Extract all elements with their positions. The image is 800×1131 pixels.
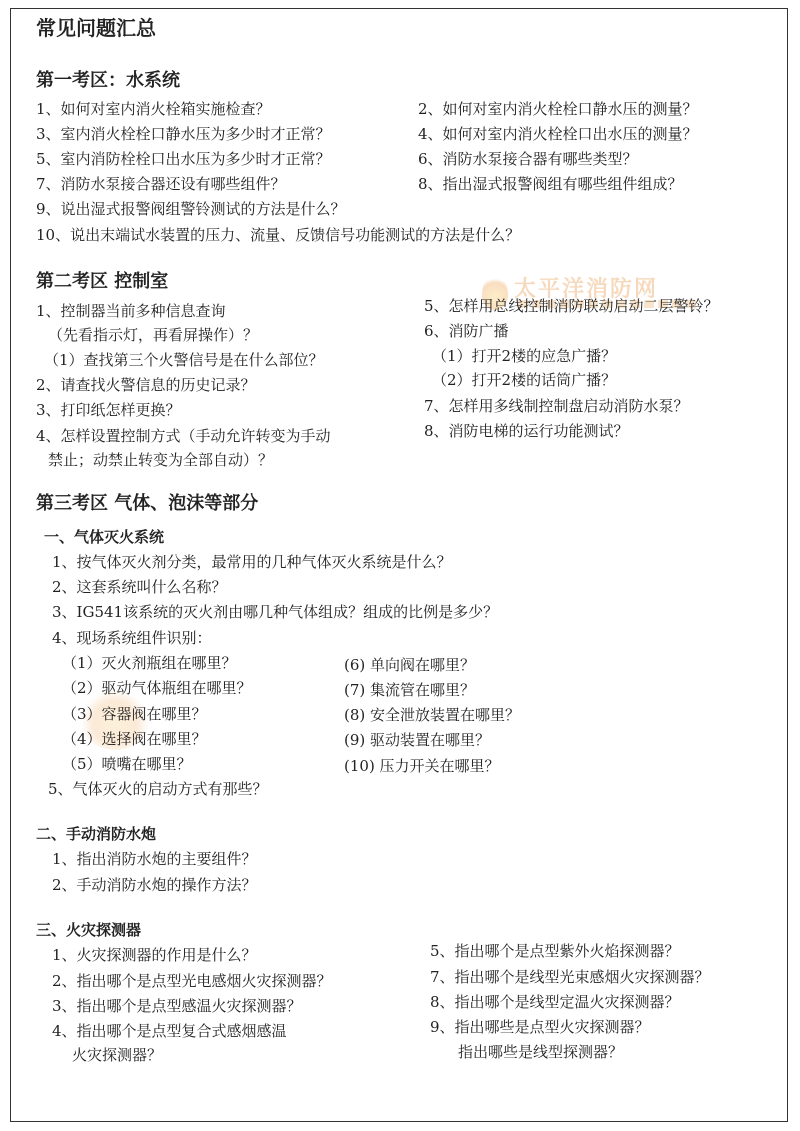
s2-question: 禁止；动禁止转变为全部自动）？ [48,451,274,469]
gas-question: 1、按气体灭火剂分类，最常用的几种气体灭火系统是什么？ [52,553,452,571]
page-title: 常见问题汇总 [36,16,156,40]
s1-question: 1、如何对室内消火栓箱实施检查？ [36,100,271,118]
detector-question: 1、火灾探测器的作用是什么？ [52,946,257,964]
gas-part: （2）驱动气体瓶组在哪里？ [62,679,252,697]
detector-question: 8、指出哪个是线型定温火灾探测器？ [430,993,680,1011]
gas-part: （1）灭火剂瓶组在哪里？ [62,654,237,672]
gas-question: 2、这套系统叫什么名称？ [52,578,227,596]
gas-part: （5）喷嘴在哪里？ [62,755,192,773]
gas-question: 5、气体灭火的启动方式有那些？ [48,780,268,798]
cannon-heading: 二、手动消防水炮 [36,825,157,843]
s1-question: 4、如何对室内消火栓栓口出水压的测量？ [418,125,698,143]
s1-question: 7、消防水泵接合器还设有哪些组件？ [36,175,286,193]
watermark-text: 太平洋消防网 [514,277,659,302]
s2-question: 5、怎样用总线控制消防联动启动二层警铃？ [424,297,719,315]
detector-question: 7、指出哪个是线型光束感烟火灾探测器？ [430,968,710,986]
detector-question: 指出哪些是线型探测器？ [458,1043,624,1061]
s2-question: （2）打开2楼的话筒广播？ [432,371,617,389]
s2-question: 3、打印纸怎样更换？ [36,401,181,419]
cannon-question: 1、指出消防水炮的主要组件？ [52,850,257,868]
s2-question: （1）打开2楼的应急广播？ [432,347,617,365]
s2-question: 8、消防电梯的运行功能测试？ [424,422,629,440]
detector-question: 2、指出哪个是点型光电感烟火灾探测器？ [52,972,332,990]
s1-question: 10、说出末端试水装置的压力、流量、反馈信号功能测试的方法是什么？ [36,226,521,244]
s2-question: 2、请查找火警信息的历史记录？ [36,376,256,394]
detector-question: 火灾探测器？ [72,1046,163,1064]
s1-question: 5、室内消防栓栓口出水压为多少时才正常？ [36,150,331,168]
detector-heading: 三、火灾探测器 [36,921,142,939]
gas-heading: 一、气体灭火系统 [44,528,165,546]
cannon-question: 2、手动消防水炮的操作方法？ [52,876,257,894]
s2-question: 6、消防广播 [424,322,509,340]
gas-part: (9) 驱动装置在哪里？ [344,731,491,749]
gas-part: （3）容器阀在哪里？ [62,705,207,723]
detector-question: 9、指出哪些是点型火灾探测器？ [430,1018,650,1036]
section1-heading: 第一考区：水系统 [36,70,180,91]
s1-question: 8、指出湿式报警阀组有哪些组件组成？ [418,175,683,193]
s1-question: 6、消防水泵接合器有哪些类型？ [418,150,638,168]
detector-question: 4、指出哪个是点型复合式感烟感温 [52,1022,287,1040]
gas-part: (7) 集流管在哪里？ [344,681,476,699]
gas-question: 4、现场系统组件识别： [52,629,212,647]
gas-part: (10) 压力开关在哪里？ [344,757,500,775]
s2-question: 7、怎样用多线制控制盘启动消防水泵？ [424,397,689,415]
gas-part: (6) 单向阀在哪里？ [344,656,476,674]
s2-question: 4、怎样设置控制方式（手动允许转变为手动 [36,427,331,445]
section3-heading: 第三考区 气体、泡沫等部分 [36,493,259,514]
s2-question: （先看指示灯，再看屏操作）？ [48,326,259,344]
gas-part: (8) 安全泄放装置在哪里？ [344,706,521,724]
s2-question: （1）查找第三个火警信号是在什么部位？ [44,351,324,369]
s1-question: 9、说出湿式报警阀组警铃测试的方法是什么？ [36,200,346,218]
gas-part: （4）选择阀在哪里？ [62,730,207,748]
gas-question: 3、IG541该系统的灭火剂由哪几种气体组成？组成的比例是多少？ [52,603,499,621]
s1-question: 3、室内消火栓栓口静水压为多少时才正常？ [36,125,331,143]
section2-heading: 第二考区 控制室 [36,271,169,292]
s1-question: 2、如何对室内消火栓栓口静水压的测量？ [418,100,698,118]
s2-question: 1、控制器当前多种信息查询 [36,302,226,320]
detector-question: 5、指出哪个是点型紫外火焰探测器？ [430,942,680,960]
detector-question: 3、指出哪个是点型感温火灾探测器？ [52,997,302,1015]
